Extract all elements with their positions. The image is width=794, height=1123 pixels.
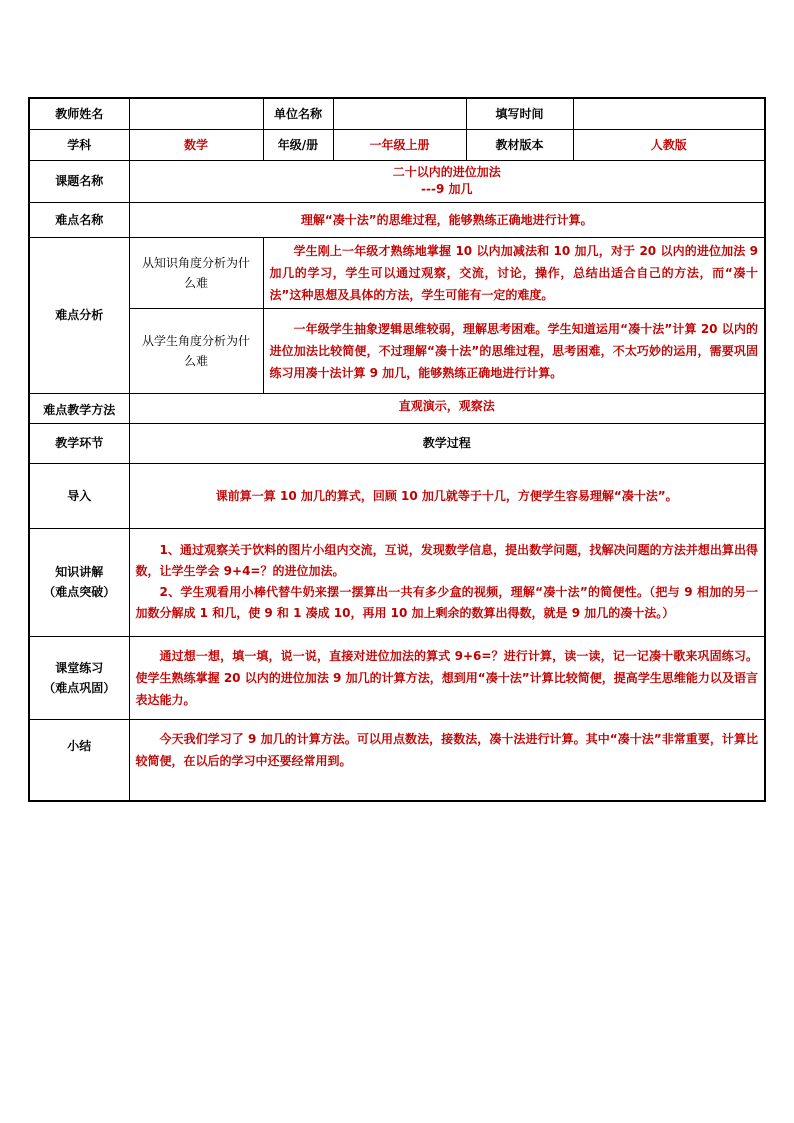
lesson-plan-table — [28, 97, 766, 802]
summary-text: 今天我们学习了 9 加几的计算方法。可以用点数法，接数法，凑十法进行计算。其中“凑十法”非常重要，计算比较简便，在以后的学习中还要经常用到。 — [129, 719, 765, 801]
practice-label — [29, 636, 129, 719]
fill-date-field[interactable] — [573, 98, 765, 129]
analysis-label: 难点分析 — [29, 237, 129, 393]
explain-label — [29, 528, 129, 636]
practice-text: 通过想一想，填一填，说一说，直接对进位加法的算式 9+6=？进行计算，读一读，记一记凑十歌来巩固练习。使学生熟练掌握 20 以内的进位加法 9 加几的计算方法，想到用“凑十法”计算比较简便，提高学生思维能力以及语言表达能力。 — [129, 636, 765, 719]
subject-label: 学科 — [29, 129, 129, 160]
intro-label: 导入 — [29, 463, 129, 528]
process-header-row — [29, 423, 765, 463]
topic-label: 课题名称 — [29, 160, 129, 202]
topic-subtitle: ---9 加几 — [421, 182, 473, 196]
knowledge-angle-text: 学生刚上一年级才熟练地掌握 10 以内加减法和 10 加几，对于 20 以内的进位加法 9 加几的学习，学生可以通过观察，交流，讨论，操作，总结出适合自己的方法，而“凑十法”这种思想及具体的方法，学生可能有一定的难度。 — [263, 237, 765, 308]
meta-row — [29, 129, 765, 160]
explain-text — [129, 528, 765, 636]
subject-value: 数学 — [129, 129, 263, 160]
grade-value: 一年级上册 — [333, 129, 466, 160]
practice-row — [29, 636, 765, 719]
unit-name-field[interactable] — [333, 98, 466, 129]
analysis-student-row — [29, 308, 765, 393]
summary-label: 小结 — [29, 719, 129, 801]
edition-label: 教材版本 — [466, 129, 573, 160]
edition-value: 人教版 — [573, 129, 765, 160]
student-angle-label: 从学生角度分析为什么难 — [129, 308, 263, 393]
topic-value — [129, 160, 765, 202]
teacher-name-field[interactable] — [129, 98, 263, 129]
explain-label-line1: 知识讲解 — [55, 565, 104, 579]
practice-label-line1: 课堂练习 — [55, 660, 104, 675]
summary-row — [29, 719, 765, 801]
difficulty-label: 难点名称 — [29, 202, 129, 237]
process-header: 教学过程 — [129, 423, 765, 463]
unit-name-label: 单位名称 — [263, 98, 333, 129]
explain-label-line2: （难点突破） — [43, 585, 116, 599]
stage-header: 教学环节 — [29, 423, 129, 463]
difficulty-row — [29, 202, 765, 237]
intro-row — [29, 463, 765, 528]
explain-point-1: 1、通过观察关于饮料的图片小组内交流，互说，发现数学信息，提出数学问题，找解决问题的方法并想出算出得数，让学生学会 9+4=？的进位加法。 — [135, 543, 758, 578]
analysis-knowledge-row — [29, 237, 765, 308]
explain-point-2: 2、学生观看用小棒代替牛奶来摆一摆算出一共有多少盒的视频，理解“凑十法”的简便性。（把与 9 相加的另一加数分解成 1 和几，使 9 和 1 凑成 10，再用 10 加上剩余的数算出得数，就是 9 加几的凑十法。） — [135, 585, 758, 620]
grade-label: 年级/册 — [263, 129, 333, 160]
practice-label-line2: （难点巩固） — [43, 680, 116, 695]
intro-text: 课前算一算 10 加几的算式，回顾 10 加几就等于十几，方便学生容易理解“凑十法”。 — [129, 463, 765, 528]
topic-title: 二十以内的进位加法 — [392, 165, 501, 179]
method-label: 难点教学方法 — [29, 393, 129, 423]
header-row — [29, 98, 765, 129]
method-value: 直观演示，观察法 — [129, 393, 765, 423]
student-angle-text: 一年级学生抽象逻辑思维较弱，理解思考困难。学生知道运用“凑十法”计算 20 以内的进位加法比较简便，不过理解“凑十法”的思维过程，思考困难，不太巧妙的运用，需要巩固练习用凑十法计算 9 加几，能够熟练正确地进行计算。 — [263, 308, 765, 393]
method-row — [29, 393, 765, 423]
fill-date-label: 填写时间 — [466, 98, 573, 129]
difficulty-value: 理解“凑十法”的思维过程，能够熟练正确地进行计算。 — [129, 202, 765, 237]
topic-row — [29, 160, 765, 202]
knowledge-angle-label: 从知识角度分析为什么难 — [129, 237, 263, 308]
teacher-name-label: 教师姓名 — [29, 98, 129, 129]
explain-row — [29, 528, 765, 636]
